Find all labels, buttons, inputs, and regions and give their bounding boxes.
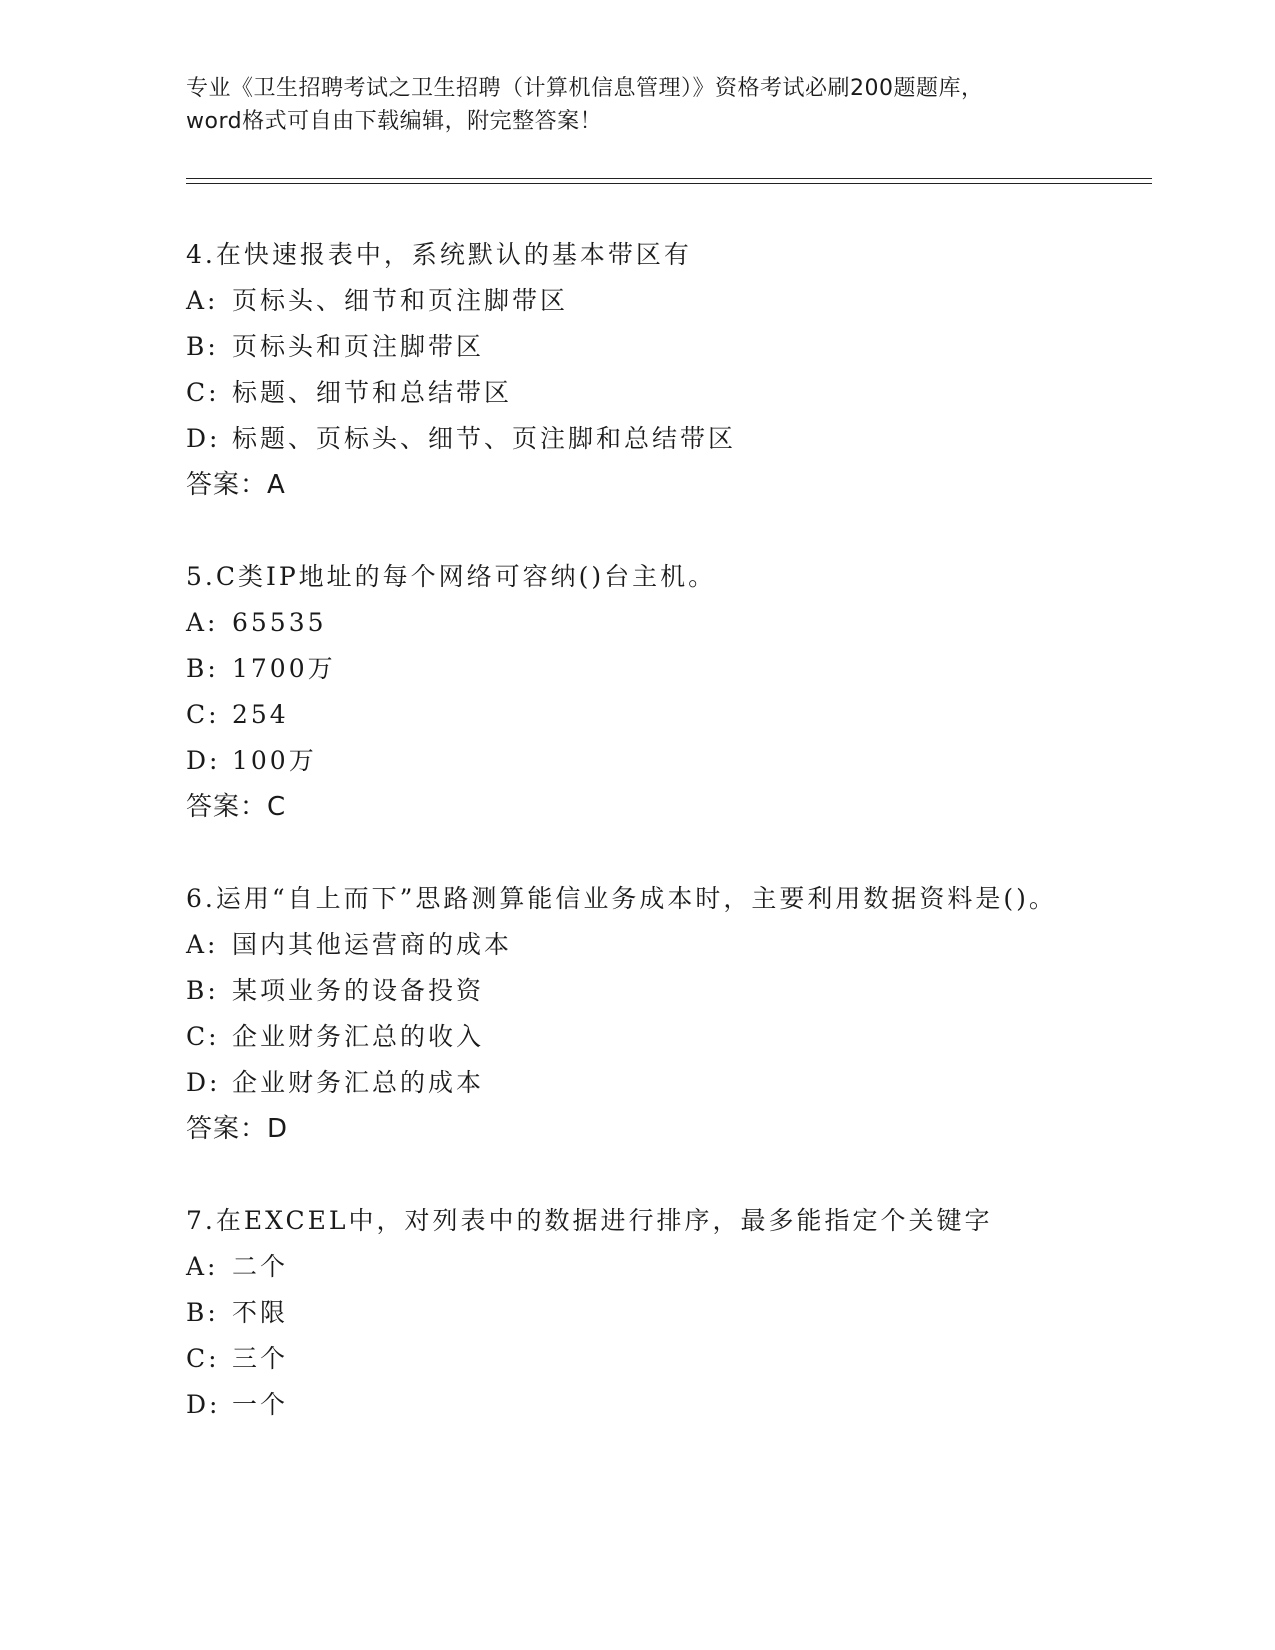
answer-line: 答案：D — [186, 1114, 289, 1144]
option-text: 二个 — [232, 1252, 289, 1281]
question-stem: 5.C类IP地址的每个网络可容纳()台主机。 — [186, 562, 717, 591]
option-d — [186, 416, 1146, 462]
document-header — [186, 72, 1086, 138]
option-text: 三个 — [232, 1344, 289, 1373]
option-d — [186, 1060, 1146, 1106]
question-stem: 4.在快速报表中，系统默认的基本带区有 — [186, 240, 692, 269]
option-letter: B: — [186, 976, 219, 1005]
option-c — [186, 1014, 1146, 1060]
option-letter: B: — [186, 654, 219, 683]
option-letter: A: — [186, 930, 219, 959]
option-letter: A: — [186, 1252, 219, 1281]
option-letter: A: — [186, 608, 219, 637]
header-divider-bottom — [186, 183, 1152, 184]
option-letter: B: — [186, 1298, 219, 1327]
option-a — [186, 922, 1146, 968]
option-letter: D: — [186, 1068, 221, 1097]
option-letter: C: — [186, 1022, 220, 1051]
option-a — [186, 278, 1146, 324]
option-text: 65535 — [232, 608, 327, 637]
question-7 — [186, 1198, 1146, 1428]
option-a — [186, 600, 1146, 646]
option-text: 254 — [232, 700, 289, 729]
option-text: 企业财务汇总的成本 — [232, 1068, 485, 1097]
option-letter: C: — [186, 700, 220, 729]
header-title-line-2: word格式可自由下载编辑，附完整答案！ — [186, 109, 603, 134]
option-letter: D: — [186, 1390, 221, 1419]
option-c — [186, 370, 1146, 416]
question-5 — [186, 554, 1146, 830]
header-divider-top — [186, 178, 1152, 179]
option-text: 标题、页标头、细节、页注脚和总结带区 — [232, 424, 737, 453]
option-d — [186, 738, 1146, 784]
option-b — [186, 1290, 1146, 1336]
option-letter: C: — [186, 1344, 220, 1373]
option-c — [186, 1336, 1146, 1382]
answer-line: 答案：C — [186, 792, 287, 822]
question-4 — [186, 232, 1146, 508]
question-stem: 6.运用“自上而下”思路测算能信业务成本时，主要利用数据资料是()。 — [186, 884, 1057, 913]
header-title-line-1: 专业《卫生招聘考试之卫生招聘（计算机信息管理）》资格考试必刷200题题库， — [186, 76, 984, 101]
question-6 — [186, 876, 1146, 1152]
option-b — [186, 324, 1146, 370]
answer-line: 答案：A — [186, 470, 286, 500]
option-text: 不限 — [232, 1298, 289, 1327]
option-letter: D: — [186, 424, 221, 453]
option-text: 国内其他运营商的成本 — [232, 930, 513, 959]
option-letter: D: — [186, 746, 221, 775]
option-a — [186, 1244, 1146, 1290]
option-text: 页标头和页注脚带区 — [232, 332, 485, 361]
option-text: 100万 — [232, 746, 317, 775]
question-list — [186, 232, 1146, 1474]
option-text: 企业财务汇总的收入 — [232, 1022, 485, 1051]
option-letter: A: — [186, 286, 219, 315]
option-letter: C: — [186, 378, 220, 407]
option-text: 某项业务的设备投资 — [232, 976, 485, 1005]
option-b — [186, 646, 1146, 692]
option-b — [186, 968, 1146, 1014]
option-letter: B: — [186, 332, 219, 361]
question-stem: 7.在EXCEL中，对列表中的数据进行排序，最多能指定个关键字 — [186, 1206, 993, 1235]
option-text: 页标头、细节和页注脚带区 — [232, 286, 569, 315]
option-text: 1700万 — [232, 654, 336, 683]
option-text: 标题、细节和总结带区 — [232, 378, 513, 407]
option-d — [186, 1382, 1146, 1428]
option-c — [186, 692, 1146, 738]
option-text: 一个 — [232, 1390, 289, 1419]
